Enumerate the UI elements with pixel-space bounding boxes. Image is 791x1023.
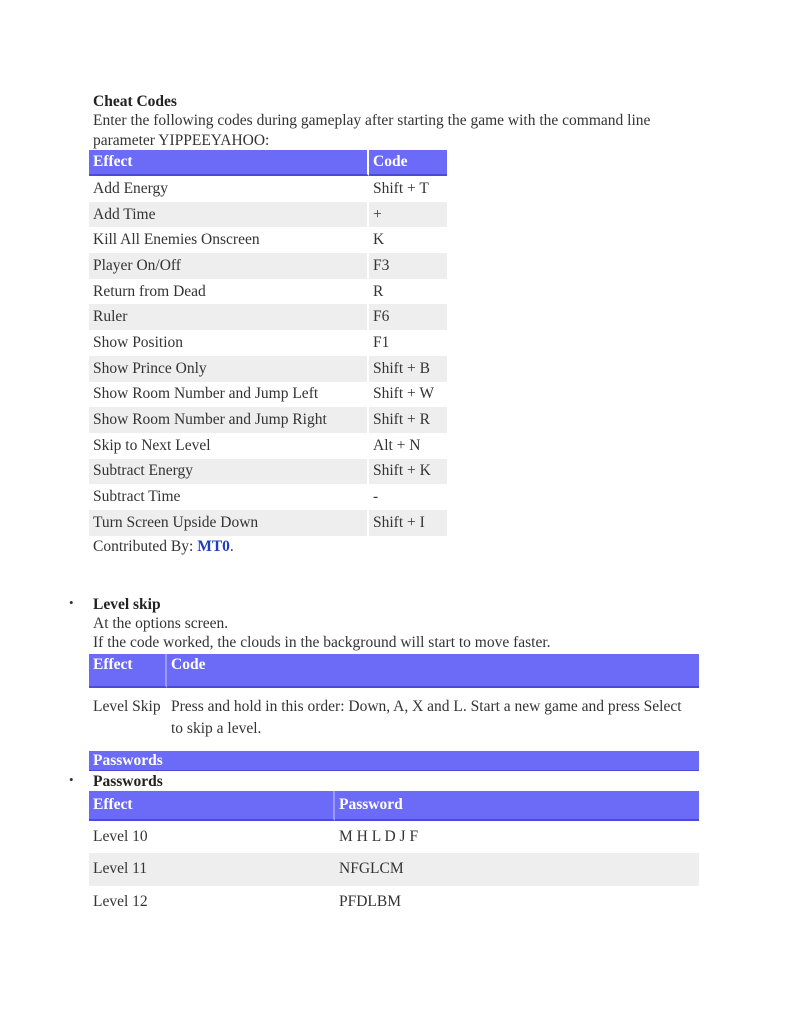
table-header-row: [89, 150, 447, 176]
contributed-suffix: .: [229, 537, 234, 555]
table-row: [89, 304, 447, 330]
cell-effect: Subtract Time: [89, 484, 369, 510]
level-skip-line1: At the options screen.: [93, 614, 229, 632]
cheat-codes-title: Cheat Codes: [93, 93, 177, 110]
table-row: [89, 407, 447, 433]
column-header-effect: Effect: [89, 150, 369, 176]
level-skip-line2: If the code worked, the clouds in the background will start to move faster.: [93, 634, 551, 652]
passwords-table: [89, 791, 699, 919]
cell-effect: Turn Screen Upside Down: [89, 510, 369, 536]
cell-effect: Skip to Next Level: [89, 433, 369, 459]
cheat-codes-rows: [89, 176, 447, 536]
cell-value: Shift + R: [369, 407, 447, 433]
cheat-codes-table: [89, 150, 447, 536]
cell-effect: Return from Dead: [89, 279, 369, 305]
level-skip-section: [69, 594, 699, 771]
cell-effect: Kill All Enemies Onscreen: [89, 227, 369, 253]
passwords-section: [69, 771, 699, 919]
level-skip-effect: Level Skip: [93, 697, 161, 715]
cell-value: -: [373, 488, 379, 506]
table-row: [89, 356, 447, 382]
cheat-codes-intro: Enter the following codes during gameplay after starting the game with the command line parameter YIPPEEYAHOO:: [93, 112, 651, 149]
cell-effect: Level 12: [93, 892, 148, 910]
cell-effect: Add Time: [89, 202, 369, 228]
contributed-by: [93, 536, 699, 558]
table-row: [89, 688, 699, 740]
cell-value: Shift + I: [369, 510, 447, 536]
cell-effect: Show Prince Only: [89, 356, 369, 382]
level-skip-code: Press and hold in this order: Down, A, X and L. Start a new game and press Select to skip a level.: [171, 697, 682, 737]
cell-value: M H L D J F: [339, 827, 419, 845]
level-skip-title: Level skip: [93, 595, 161, 613]
cell-effect: Show Position: [89, 330, 369, 356]
bullet-icon: •: [69, 771, 74, 787]
column-header-password: Password: [335, 791, 699, 821]
document-page: [69, 92, 699, 918]
cell-value: F6: [369, 304, 447, 330]
cell-value: +: [369, 202, 447, 228]
column-header-effect: Effect: [89, 791, 335, 821]
level-skip-table: [89, 654, 699, 740]
column-header-code: Code: [167, 654, 699, 688]
table-header-row: [89, 791, 699, 821]
cell-value: Shift + K: [369, 459, 447, 485]
table-row: [89, 821, 699, 854]
cell-effect: Level 10: [93, 827, 148, 845]
table-row: [89, 202, 447, 228]
table-row: [89, 330, 447, 356]
cell-effect: Show Room Number and Jump Right: [89, 407, 369, 433]
cell-value: NFGLCM: [335, 853, 699, 886]
cell-value: Alt + N: [373, 436, 421, 454]
table-row: [89, 886, 699, 919]
cell-effect: Add Energy: [89, 176, 369, 202]
cell-value: Shift + T: [373, 179, 429, 197]
table-row: [89, 459, 447, 485]
cell-effect: Ruler: [89, 304, 369, 330]
cell-value: Shift + W: [373, 385, 434, 403]
passwords-rows: [89, 821, 699, 919]
cell-value: PFDLBM: [339, 892, 402, 910]
table-row: [89, 433, 447, 459]
cell-effect: Subtract Energy: [89, 459, 369, 485]
cell-effect: Level 11: [89, 853, 335, 886]
table-row: [89, 853, 699, 886]
passwords-title: Passwords: [93, 772, 163, 790]
column-header-code: Code: [369, 150, 447, 176]
contributor-name[interactable]: MT0: [197, 537, 230, 555]
bullet-icon: •: [69, 594, 74, 610]
table-row: [89, 510, 447, 536]
cell-effect: Show Room Number and Jump Left: [89, 382, 369, 408]
table-header-row: [89, 654, 699, 688]
cell-value: K: [373, 231, 385, 249]
cell-value: Shift + B: [369, 356, 447, 382]
table-row: [89, 382, 447, 408]
cell-value: R: [373, 282, 384, 300]
column-header-effect: Effect: [89, 654, 167, 688]
cell-effect: Player On/Off: [89, 253, 369, 279]
contributed-label: Contributed By:: [93, 537, 194, 555]
cell-value: F1: [373, 333, 390, 351]
table-row: [89, 484, 447, 510]
cell-value: F3: [369, 253, 447, 279]
table-row: [89, 227, 447, 253]
passwords-section-bar: Passwords: [89, 751, 699, 771]
table-row: [89, 253, 447, 279]
table-row: [89, 176, 447, 202]
table-row: [89, 279, 447, 305]
